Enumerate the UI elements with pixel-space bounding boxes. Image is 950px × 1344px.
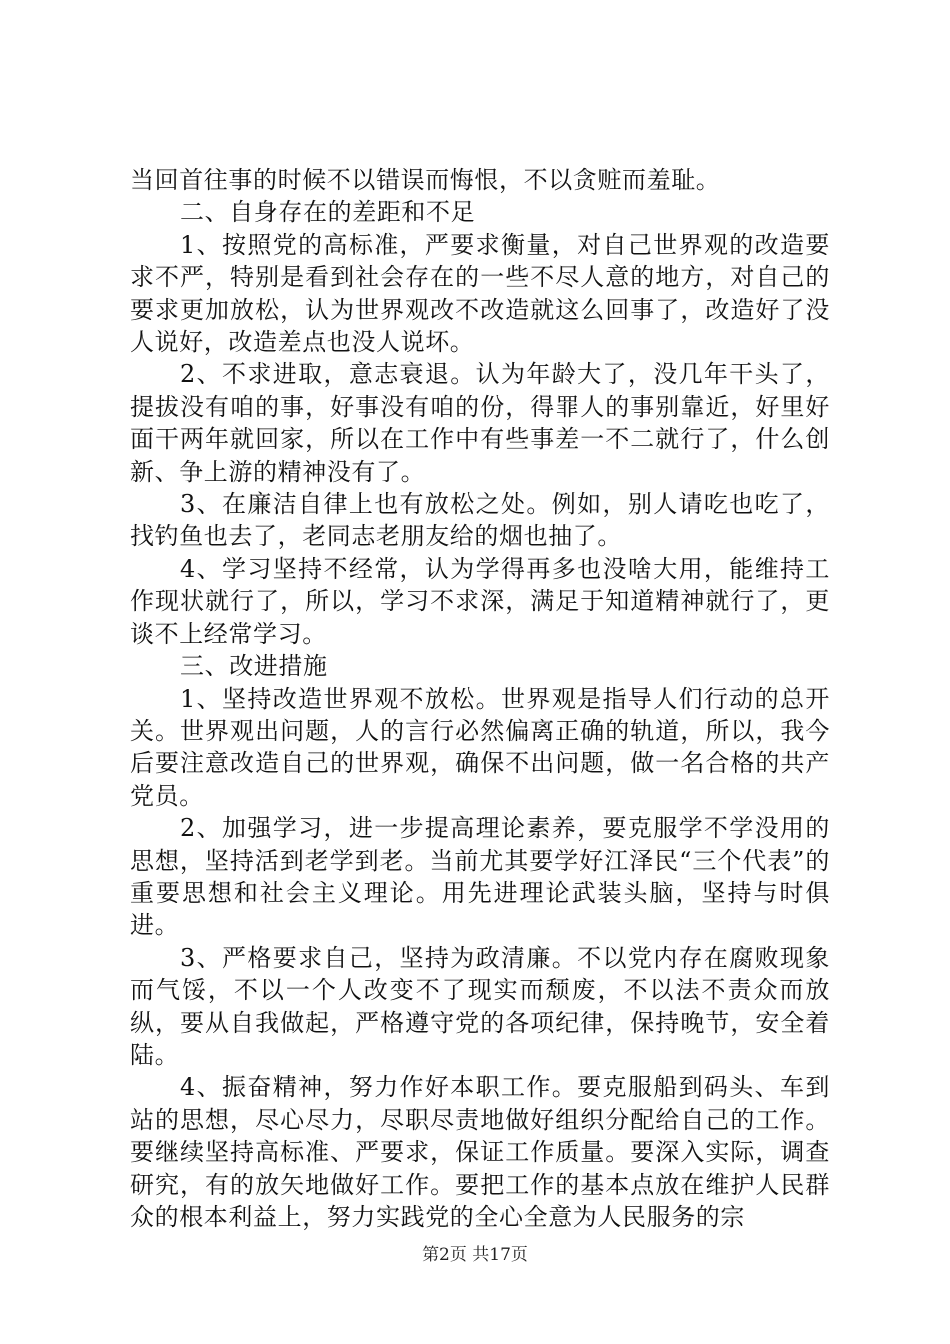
- paragraph: 3、严格要求自己，坚持为政清廉。不以党内存在腐败现象而气馁，不以一个人改变不了现实而颓废，不以法不责众而放纵，要从自我做起，严格遵守党的各项纪律，保持晚节，安全着陆。: [130, 943, 830, 1069]
- paragraph: 2、加强学习，进一步提高理论素养，要克服学不学没用的思想，坚持活到老学到老。当前尤其要学好江泽民“三个代表”的重要思想和社会主义理论。用先进理论武装头脑，坚持与时俱进。: [130, 814, 830, 940]
- section-heading: 三、改进措施: [180, 652, 328, 681]
- paragraph: 1、坚持改造世界观不放松。世界观是指导人们行动的总开关。世界观出问题，人的言行必然偏离正确的轨道，所以，我今后要注意改造自己的世界观，确保不出问题，做一名合格的共产党员。: [130, 684, 830, 810]
- paragraph: 4、振奋精神，努力作好本职工作。要克服船到码头、车到站的思想，尽心尽力，尽职尽责地做好组织分配给自己的工作。要继续坚持高标准、严要求，保证工作质量。要深入实际，调查研究，有的放矢地做好工作。要把工作的基本点放在维护人民群众的根本利益上，努力实践党的全心全意为人民服务的宗: [130, 1073, 830, 1231]
- paragraph: 1、按照党的高标准，严要求衡量，对自己世界观的改造要求不严，特别是看到社会存在的一些不尽人意的地方，对自己的要求更加放松，认为世界观改不改造就这么回事了，改造好了没人说好，改造差点也没人说坏。: [130, 230, 830, 357]
- paragraph: 3、在廉洁自律上也有放松之处。例如，别人请吃也吃了，找钓鱼也去了，老同志老朋友给的烟也抽了。: [130, 490, 830, 551]
- section-heading: 二、自身存在的差距和不足: [180, 198, 476, 227]
- document-body: [130, 164, 830, 1233]
- page-footer: 第2页 共17页: [422, 1245, 528, 1265]
- paragraph: 2、不求进取，意志衰退。认为年龄大了，没几年干头了，提拔没有咱的事，好事没有咱的份，得罪人的事别靠近，好里好面干两年就回家，所以在工作中有些事差一不二就行了，什么创新、争上游的精神没有了。: [130, 360, 830, 486]
- paragraph: 4、学习坚持不经常，认为学得再多也没啥大用，能维持工作现状就行了，所以，学习不求深，满足于知道精神就行了，更谈不上经常学习。: [130, 554, 830, 648]
- paragraph: 当回首往事的时候不以错误而悔恨，不以贪赃而羞耻。: [130, 166, 721, 194]
